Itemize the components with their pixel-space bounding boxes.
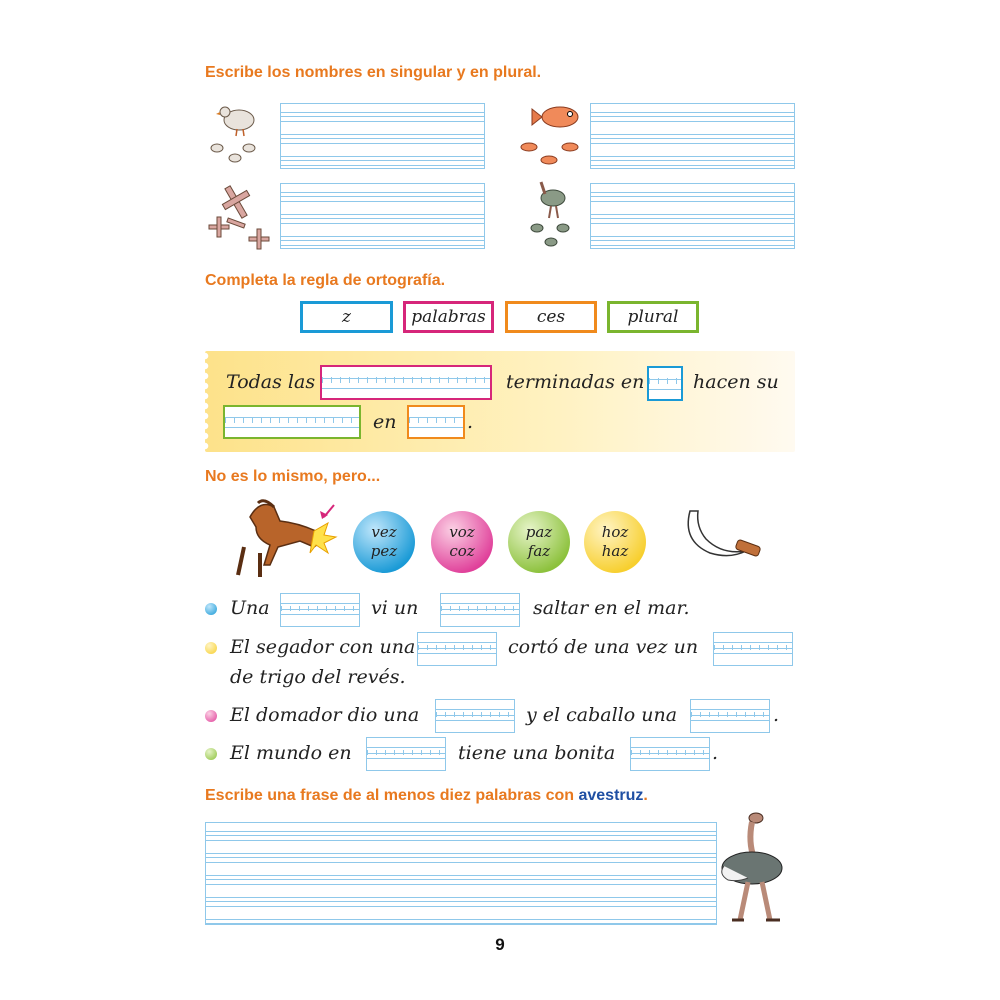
rule-text-part5: . bbox=[467, 411, 474, 433]
section-heading-spelling-rule: Completa la regla de ortografía. bbox=[205, 272, 446, 289]
sentence4-text-b: tiene una bonita bbox=[458, 742, 616, 764]
rule-text-part3: hacen su bbox=[693, 371, 779, 393]
pair-word-bottom: faz bbox=[527, 542, 551, 560]
sentence2-text-c: de trigo del revés. bbox=[230, 666, 406, 688]
word-pair-paz-faz bbox=[508, 511, 570, 573]
word-pair-voz-coz bbox=[431, 511, 493, 573]
heading-keyword: avestruz bbox=[578, 787, 644, 804]
sentence1-text-c: saltar en el mar. bbox=[533, 597, 690, 619]
sentence4-blank-1[interactable] bbox=[366, 737, 446, 771]
pair-word-bottom: haz bbox=[601, 542, 629, 560]
ostriches-image bbox=[525, 180, 580, 252]
partridge-chicks-image bbox=[205, 100, 265, 170]
sentence1-text-b: vi un bbox=[371, 597, 419, 619]
rule-blank-palabras[interactable] bbox=[320, 365, 492, 400]
crosses-image bbox=[205, 183, 275, 253]
writing-lines-ostrich-sentence[interactable] bbox=[205, 822, 717, 925]
sentence1-blank-2[interactable] bbox=[440, 593, 520, 627]
ostrich-image bbox=[718, 808, 798, 928]
rule-text-part2: terminadas en bbox=[506, 371, 645, 393]
sentence4-blank-2[interactable] bbox=[630, 737, 710, 771]
sentence4-text-c: . bbox=[712, 742, 719, 764]
word-chip-plural: plural bbox=[607, 301, 699, 333]
page-number: 9 bbox=[495, 935, 505, 954]
pair-word-top: paz bbox=[525, 523, 553, 541]
sentence3-blank-1[interactable] bbox=[435, 699, 515, 733]
word-chip-z: z bbox=[300, 301, 393, 333]
sentence4-text-a: El mundo en bbox=[230, 742, 352, 764]
bullet-yellow bbox=[205, 642, 217, 654]
rule-text-part1: Todas las bbox=[226, 371, 316, 393]
writing-lines-fish[interactable] bbox=[590, 103, 795, 169]
sentence3-text-b: y el caballo una bbox=[526, 704, 678, 726]
sentence2-text-b: cortó de una vez un bbox=[508, 636, 699, 658]
heading-period: . bbox=[643, 787, 648, 804]
rule-text-part4: en bbox=[373, 411, 397, 433]
rule-blank-z[interactable] bbox=[647, 366, 683, 401]
sentence2-text-a: El segador con una bbox=[230, 636, 416, 658]
pair-word-bottom: pez bbox=[370, 542, 398, 560]
bullet-blue bbox=[205, 603, 217, 615]
pair-word-top: voz bbox=[449, 523, 475, 541]
kicking-horse-image bbox=[230, 497, 340, 582]
bullet-pink bbox=[205, 710, 217, 722]
sentence1-text-a: Una bbox=[230, 597, 270, 619]
writing-lines-partridge[interactable] bbox=[280, 103, 485, 169]
section-heading-ostrich-sentence bbox=[205, 787, 648, 805]
writing-lines-ostriches[interactable] bbox=[590, 183, 795, 249]
writing-lines-crosses[interactable] bbox=[280, 183, 485, 249]
heading-text: Escribe una frase de al menos diez palabras con bbox=[205, 787, 579, 804]
sentence1-blank-1[interactable] bbox=[280, 593, 360, 627]
section-heading-singular-plural: Escribe los nombres en singular y en plural. bbox=[205, 64, 542, 81]
pair-word-top: vez bbox=[371, 523, 397, 541]
bullet-green bbox=[205, 748, 217, 760]
pair-word-top: hoz bbox=[601, 523, 629, 541]
word-chip-ces: ces bbox=[505, 301, 597, 333]
sentence3-text-a: El domador dio una bbox=[230, 704, 420, 726]
rule-blank-ces[interactable] bbox=[407, 405, 465, 439]
sentence3-text-c: . bbox=[773, 704, 780, 726]
sickle-image bbox=[680, 507, 765, 567]
sentence2-blank-1[interactable] bbox=[417, 632, 497, 666]
word-pair-hoz-haz bbox=[584, 511, 646, 573]
pair-word-bottom: coz bbox=[449, 542, 475, 560]
section-heading-not-the-same: No es lo mismo, pero... bbox=[205, 468, 381, 485]
fish-image bbox=[515, 100, 585, 170]
rule-blank-plural[interactable] bbox=[223, 405, 361, 439]
sentence3-blank-2[interactable] bbox=[690, 699, 770, 733]
word-pair-vez-pez bbox=[353, 511, 415, 573]
sentence2-blank-2[interactable] bbox=[713, 632, 793, 666]
word-chip-palabras: palabras bbox=[403, 301, 494, 333]
